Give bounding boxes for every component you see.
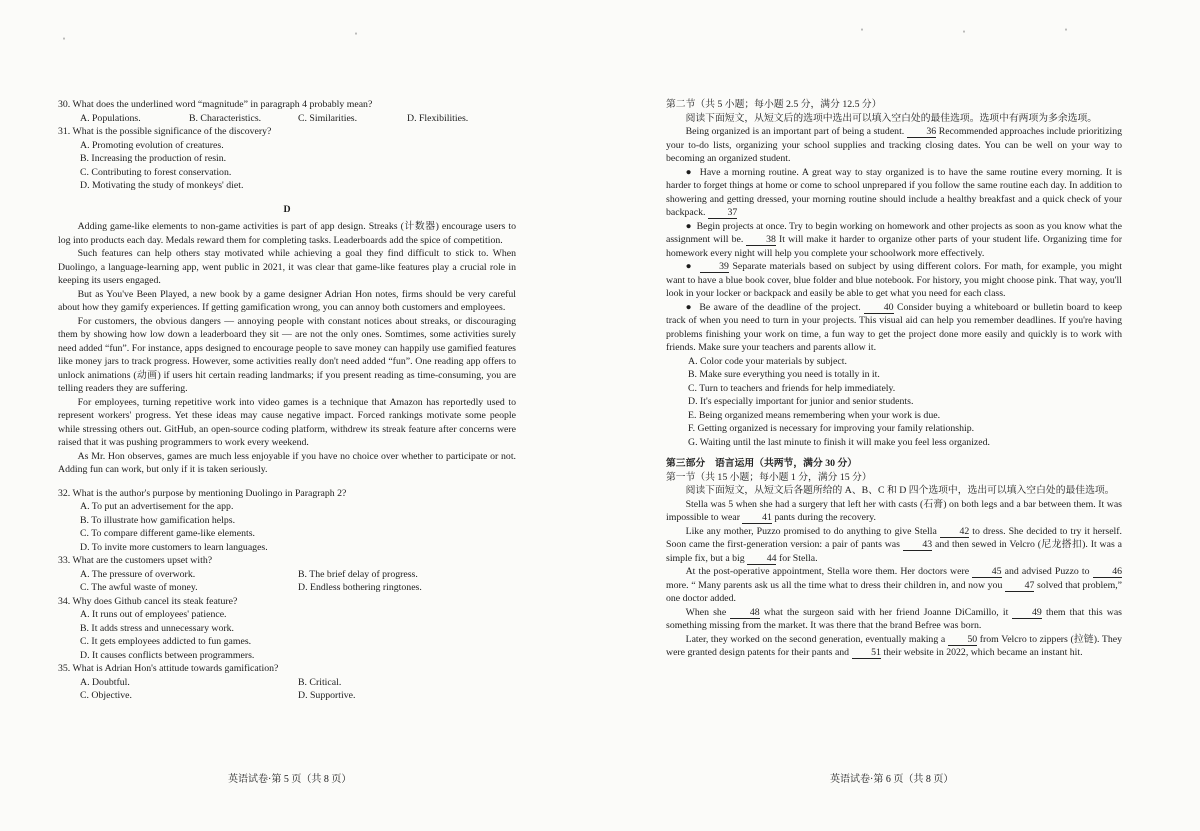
question-33-options: [80, 568, 516, 582]
question-34-stem: 34. Why does Github cancel its steak feature?: [58, 595, 238, 607]
section-1-instructions: 阅读下面短文，从短文后各题所给的 A、B、C 和 D 四个选项中，选出可以填入空白处的最佳选项。: [685, 485, 1115, 496]
right-page: [666, 98, 1122, 660]
blank-46: 46: [1093, 566, 1122, 578]
blank-47: 47: [1005, 580, 1034, 592]
option: C. Objective.: [80, 690, 132, 701]
blank-49: 49: [1012, 607, 1041, 619]
cloze-paragraph: Stella was 5 when she had a surgery that left her with casts (石膏) on both legs and a bar between them. It was impossible to wear 41 pants during the recovery.: [666, 498, 1122, 523]
blank-38: 38: [746, 234, 775, 246]
passage-paragraph: For employees, turning repetitive work into video games is a technique that Amazon has reportedly used to represent workers' progress. Yet these ideas may cause negative impact. Forced rankings motivate some people while stressing others out. GitHub, an open-source coding platform, withdrew its streak feature after concerns were raised that it was pushing programmers to work every weekend.: [58, 396, 516, 448]
option: B. Critical.: [298, 676, 342, 688]
scan-mark: ˈ: [1064, 26, 1068, 40]
option: D. Flexibilities.: [407, 112, 469, 124]
blank-48: 48: [730, 607, 759, 619]
option: C. It gets employees addicted to fun games.: [80, 636, 252, 647]
blank-41: 41: [742, 512, 771, 524]
passage-paragraph: But as You've Been Played, a new book by a game designer Adrian Hon notes, firms should be very careful about how they gamify experiences. If getting gamification wrong, you can annoy both customers and employees.: [58, 288, 516, 313]
option: G. Waiting until the last minute to finish it will make you feel less organized.: [688, 436, 990, 448]
passage-paragraph: For customers, the obvious dangers — annoying people with constant notices about streaks, or discouraging them by showing how low down a leaderboard they sit — are not the only ones. Somtimes, some activities surely need added “fun”. For instance, apps designed to encourage people to save money can happily use gamified features like money jars to track progress. However, some activities really don't need added “fun”. One reading app offers to unlock animations (动画) if users hit certain reading landmarks; if you present reading as time-consuming, you are telling readers they are suffering.: [58, 315, 516, 394]
question-30-stem: 30. What does the underlined word “magnitude” in paragraph 4 probably mean?: [58, 99, 373, 110]
scan-mark: ˈ: [62, 35, 66, 49]
passage-paragraph: ● Have a morning routine. A great way to stay organized is to have the same routine every morning. It is harder to forget things at home or come to school unprepared if you follow the same routine each day. In addition to showering and getting dressed, your morning routine should include a healthy breakfast and a quick check of your backpack. 37: [666, 166, 1122, 218]
left-page-footer: 英语试卷·第 5 页（共 8 页）: [228, 774, 352, 785]
section-1-title: 第一节（共 15 小题；每小题 1 分，满分 15 分）: [666, 471, 872, 483]
option: B. Make sure everything you need is totally in it.: [688, 369, 880, 380]
blank-50: 50: [948, 634, 977, 646]
right-page-footer: 英语试卷·第 6 页（共 8 页）: [830, 774, 954, 785]
scan-mark: ˈ: [354, 30, 358, 44]
left-page: [58, 98, 516, 703]
blank-44: 44: [747, 553, 776, 565]
question-35-options: [80, 689, 516, 703]
blank-42: 42: [940, 526, 969, 538]
option: C. To compare different game-like elements.: [80, 528, 255, 539]
option: C. The awful waste of money.: [80, 582, 198, 593]
option: D. Motivating the study of monkeys' diet.: [80, 180, 244, 191]
option: A. To put an advertisement for the app.: [80, 501, 234, 512]
passage-paragraph: ● Be aware of the deadline of the project. 40 Consider buying a whiteboard or bulletin board to keep track of when you need to turn in your projects. This visual aid can help you remember deadlines. If you're having problems finishing your work on time, a fun way to get the project done more easily and quickly is to work with friends. Make sure your teachers and parents allow it.: [666, 301, 1122, 353]
question-30-options: [80, 112, 516, 126]
bullet-icon: ●: [685, 301, 700, 313]
cloze-paragraph: At the post-operative appointment, Stella wore them. Her doctors were 45 and advised Puzzo to 46 more. “ Many parents ask us all the time what to dress their children in, and now you 47 solved that problem,” one doctor added.: [666, 566, 1123, 604]
blank-39: 39: [700, 261, 729, 273]
option: B. The brief delay of progress.: [298, 568, 418, 580]
option: D. To invite more customers to learn languages.: [80, 541, 268, 553]
option: A. Populations.: [80, 112, 141, 124]
option: E. Being organized means remembering when your work is due.: [688, 409, 941, 421]
question-33-options: [80, 581, 516, 595]
blank-40: 40: [864, 302, 893, 314]
bullet-icon: ●: [685, 220, 697, 232]
option: B. Increasing the production of resin.: [80, 153, 227, 164]
blank-45: 45: [972, 566, 1001, 578]
option: A. Promoting evolution of creatures.: [80, 139, 224, 151]
section-2-instructions: 阅读下面短文，从短文后的选项中选出可以填入空白处的最佳选项。选项中有两项为多余选项。: [685, 112, 1098, 124]
option: C. Turn to teachers and friends for help immediately.: [688, 382, 896, 394]
option: C. Contributing to forest conservation.: [80, 166, 232, 178]
option: C. Similarities.: [298, 112, 358, 124]
blank-51: 51: [852, 647, 881, 659]
option: D. It's especially important for junior and senior students.: [688, 396, 914, 407]
section-2-title: 第二节（共 5 小题；每小题 2.5 分，满分 12.5 分）: [666, 99, 882, 110]
option: A. The pressure of overwork.: [80, 568, 196, 580]
cloze-paragraph: Like any mother, Puzzo promised to do anything to give Stella 42 to dress. She decided to try it herself. Soon came the first-generation version: a pair of pants was 43 and then sewed in Velcro (尼龙搭扣). It was a simple fix, but a big 44 for Stella.: [666, 525, 1122, 564]
passage-paragraph: ● 39 Separate materials based on subject by using different colors. For math, for example, you might want to have a blue book cover, blue folder and blue notebook. For history, you might choose pink. That way, you'll look in your locker or backpack and easily be able to get what you need for each class.: [666, 261, 1123, 299]
option: F. Getting organized is necessary for improving your family relationship.: [688, 423, 975, 434]
bullet-icon: ●: [685, 261, 700, 272]
passage-paragraph: Such features can help others stay motivated while achieving a goal they find difficult to stick to. When Duolingo, a language-learning app, went public in 2021, it was clear that game-like features play a crucial role in keeping its users engaged.: [58, 248, 516, 286]
question-32-stem: 32. What is the author's purpose by mentioning Duolingo in Paragraph 2?: [58, 487, 347, 499]
blank-37: 37: [708, 207, 737, 219]
passage-label: D: [283, 203, 291, 215]
question-35-options: [80, 676, 516, 690]
option: B. It adds stress and unnecessary work.: [80, 622, 234, 634]
passage-paragraph: Adding game-like elements to non-game activities is part of app design. Streaks (计数器) encourage users to log into products each day. Medals reward them for completing tasks. Leaderboards add the spice of competition.: [58, 221, 516, 246]
passage-paragraph: As Mr. Hon observes, games are much less enjoyable if you have no choice over whether to participate or not. Adding fun can work, but only if it is taken seriously.: [58, 450, 516, 475]
blank-36: 36: [907, 126, 936, 138]
scan-mark: ˈ: [962, 28, 966, 42]
passage-paragraph: ● Begin projects at once. Try to begin working on homework and other projects as soon as you know what the assignment will be. 38 It will make it harder to organize other parts of your student life. Organizing time for homework every night will help you complete your schoolwork more effectively.: [666, 220, 1123, 259]
option: A. Color code your materials by subject.: [688, 355, 847, 367]
question-35-stem: 35. What is Adrian Hon's attitude towards gamification?: [58, 663, 279, 674]
bullet-icon: ●: [685, 166, 700, 178]
question-33-stem: 33. What are the customers upset with?: [58, 555, 213, 566]
question-31-stem: 31. What is the possible significance of the discovery?: [58, 126, 272, 137]
option: A. Doubtful.: [80, 676, 130, 688]
option: D. It causes conflicts between programmers.: [80, 649, 255, 661]
passage-paragraph: Being organized is an important part of being a student. 36 Recommended approaches include prioritizing your to-do lists, organizing your school supplies and tracking closing dates. You can be well on your way to becoming an organized student.: [666, 126, 1122, 164]
part-3-title: 第三部分 语言运用（共两节，满分 30 分）: [666, 458, 858, 469]
scan-mark: ˈ: [860, 26, 864, 40]
blank-43: 43: [903, 539, 932, 551]
option: A. It runs out of employees' patience.: [80, 609, 227, 620]
option: B. To illustrate how gamification helps.: [80, 514, 236, 526]
cloze-paragraph: Later, they worked on the second generation, eventually making a 50 from Velcro to zippers (拉链). They were granted design patents for their pants and 51 their website in 2022, which became an instant hit.: [666, 633, 1122, 658]
option: B. Characteristics.: [189, 112, 262, 124]
option: D. Endless bothering ringtones.: [298, 582, 422, 593]
option: D. Supportive.: [298, 690, 356, 701]
cloze-paragraph: When she 48 what the surgeon said with her friend Joanne DiCamillo, it 49 them that this was something missing from the market. It was there that the brand Befree was born.: [666, 606, 1122, 631]
